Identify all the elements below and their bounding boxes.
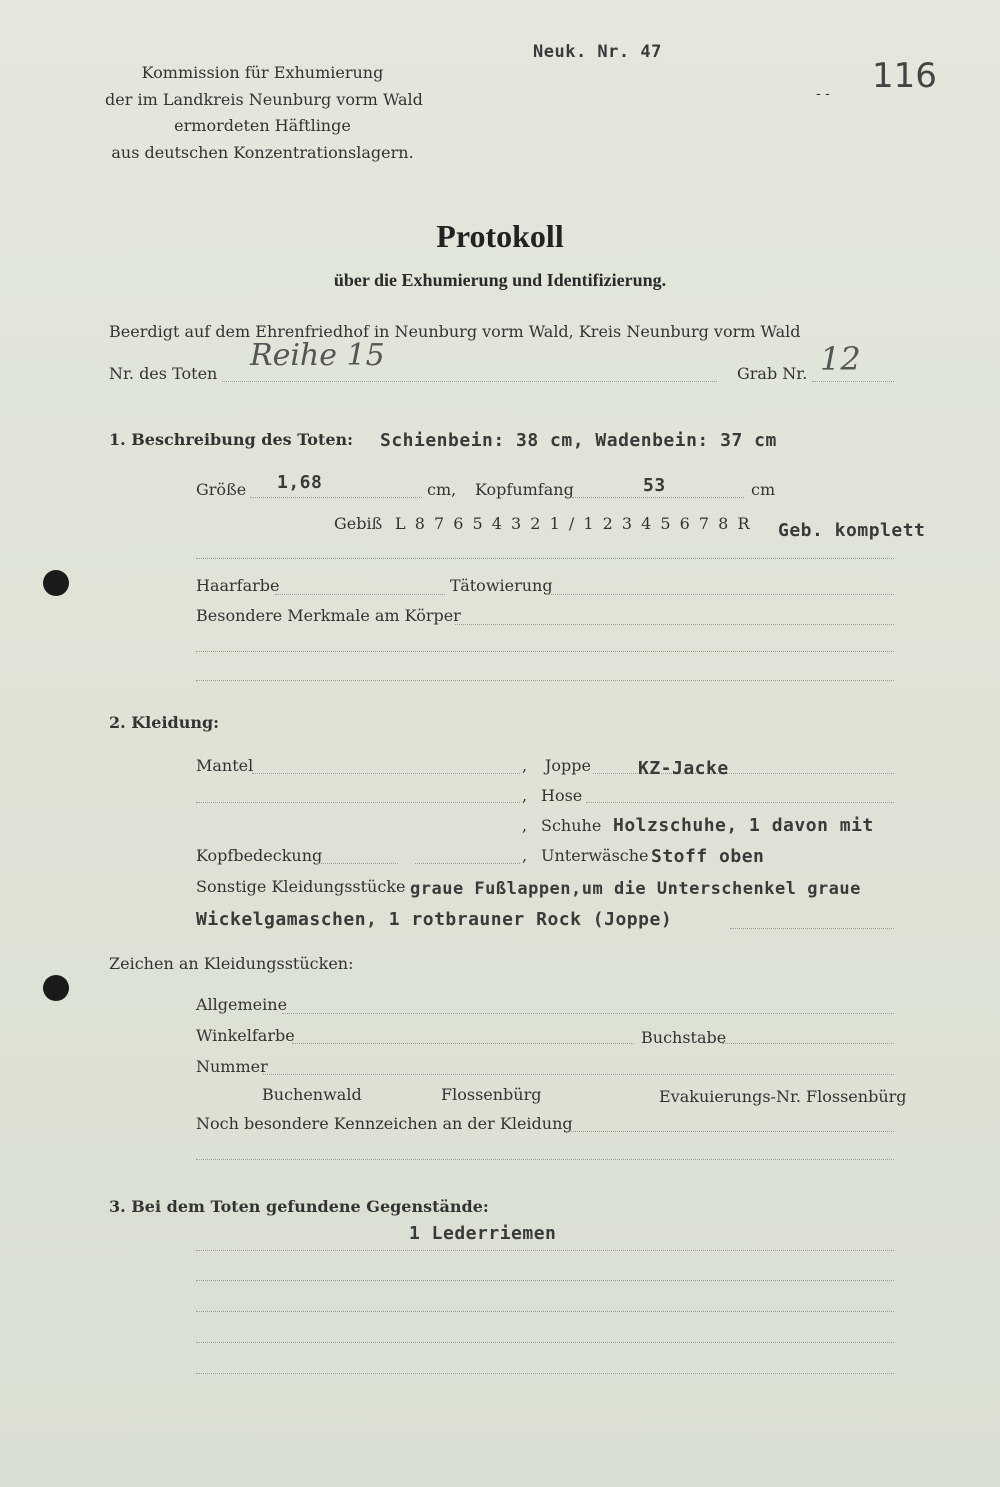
reference-number: Neuk. Nr. 47 [533, 42, 662, 62]
kopfbedeckung-label: Kopfbedeckung [196, 846, 323, 865]
groesse-label: Größe [196, 480, 247, 499]
schuhe-value: Holzschuhe, 1 davon mit [613, 815, 874, 836]
page-title: Protokoll [436, 218, 564, 254]
nr-toten-value: Reihe 15 [250, 338, 385, 373]
joppe-label: Joppe [545, 756, 591, 775]
page-number: 116 [872, 56, 937, 96]
allgemeine-label: Allgemeine [196, 995, 288, 1014]
gebiss-value: Geb. komplett [778, 520, 926, 541]
buchstabe-label: Buchstabe [641, 1028, 727, 1047]
commission-block [105, 60, 423, 166]
commission-line: ermordeten Häftlinge [174, 116, 351, 135]
dash-mark: - - [816, 86, 830, 102]
section2-heading: 2. Kleidung: [109, 713, 220, 732]
groesse-value: 1,68 [277, 472, 323, 493]
taetowierung-label: Tätowierung [450, 576, 553, 595]
cm-label-2: cm [751, 480, 776, 499]
grab-label: Grab Nr. [737, 364, 808, 383]
punch-hole-bottom [43, 975, 69, 1001]
nummer-label: Nummer [196, 1057, 268, 1076]
winkelfarbe-label: Winkelfarbe [196, 1026, 295, 1045]
punch-hole-top [43, 570, 69, 596]
found-item: 1 Lederriemen [409, 1223, 557, 1244]
bone-measurements: Schienbein: 38 cm, Wadenbein: 37 cm [380, 430, 777, 451]
schuhe-label: Schuhe [541, 816, 602, 835]
hose-label: Hose [541, 786, 583, 805]
sonstige-value-1: graue Fußlappen,um die Unterschenkel graue [410, 879, 861, 899]
noch-label: Noch besondere Kennzeichen an der Kleidung [196, 1114, 573, 1133]
document-page: Kommission für Exhumierung der im Landkreis Neunburg vorm Wald ermordeten Häftlinge aus deutschen Konzentrationslagern. Neuk. Nr. 47 116 - - Protokoll über die Exhumierung und Identifizierung. Beerdigt auf dem Ehrenfriedhof in Neunburg vorm Wald, Kreis Neunburg vorm Wald Nr. des Toten Reihe 15 Grab Nr. 12 1. Beschreibung des Toten: Schienbein: 38 cm, Wadenbein: 37 cm Größe 1,68 cm, Kopfumfang 53 cm Gebiß L 8 7 6 5 4 3 2 1 / 1 2 3 4 5 6 7 8 R Geb. komplett Haarfarbe Tätowierung Besondere Merkmale am Körper 2. Kleidung: Mantel , Joppe KZ-Jacke , Hose , Schuhe Holzschuhe, 1 davon mit Kopfbedeckung , Unterwäsche Stoff oben Sonstige Kleidungsstücke graue Fußlappen,um die Unterschenkel graue Wickelgamaschen, 1 rotbrauner Rock (Joppe) Zeichen an Kleidungsstücken: Allgemeine Winkelfarbe Buchstabe Nummer Buchenwald Flossenbürg Evakuierungs-Nr. Flossenbürg Noch besondere Kennzeichen an der Kleidung 3. Bei dem Toten gefundene Gegenstände: 1 Lederriemen [0, 0, 1000, 1487]
cm-label-1: cm, [427, 480, 457, 499]
evakuierung-label: Evakuierungs-Nr. Flossenbürg [659, 1087, 907, 1106]
section1-heading: 1. Beschreibung des Toten: [109, 430, 354, 449]
zeichen-heading: Zeichen an Kleidungsstücken: [109, 954, 354, 973]
unterwaesche-value: Stoff oben [651, 846, 765, 867]
commission-line: der im Landkreis Neunburg vorm Wald [105, 89, 423, 109]
mantel-label: Mantel [196, 756, 254, 775]
burial-text: Beerdigt auf dem Ehrenfriedhof in Neunburg vorm Wald, Kreis Neunburg vorm Wald [109, 322, 801, 341]
joppe-value: KZ-Jacke [638, 758, 729, 779]
section3-heading: 3. Bei dem Toten gefundene Gegenstände: [109, 1197, 489, 1216]
sonstige-value-2: Wickelgamaschen, 1 rotbrauner Rock (Joppe) [196, 909, 673, 930]
sonstige-label: Sonstige Kleidungsstücke [196, 877, 406, 896]
nr-toten-label: Nr. des Toten [109, 364, 218, 383]
commission-line: aus deutschen Konzentrationslagern. [111, 142, 414, 162]
commission-line: Kommission für Exhumierung [141, 63, 384, 82]
haarfarbe-label: Haarfarbe [196, 576, 280, 595]
page-subtitle: über die Exhumierung und Identifizierung. [333, 270, 667, 290]
grab-value: 12 [820, 340, 861, 378]
gebiss-label: Gebiß [334, 514, 383, 533]
buchenwald-label: Buchenwald [262, 1085, 362, 1104]
unterwaesche-label: Unterwäsche [541, 846, 649, 865]
gebiss-scale: L 8 7 6 5 4 3 2 1 / 1 2 3 4 5 6 7 8 R [395, 514, 752, 533]
merkmale-label: Besondere Merkmale am Körper [196, 606, 461, 625]
flossenbuerg-label: Flossenbürg [441, 1085, 542, 1104]
kopfumfang-label: Kopfumfang [475, 480, 574, 499]
kopfumfang-value: 53 [643, 475, 666, 496]
